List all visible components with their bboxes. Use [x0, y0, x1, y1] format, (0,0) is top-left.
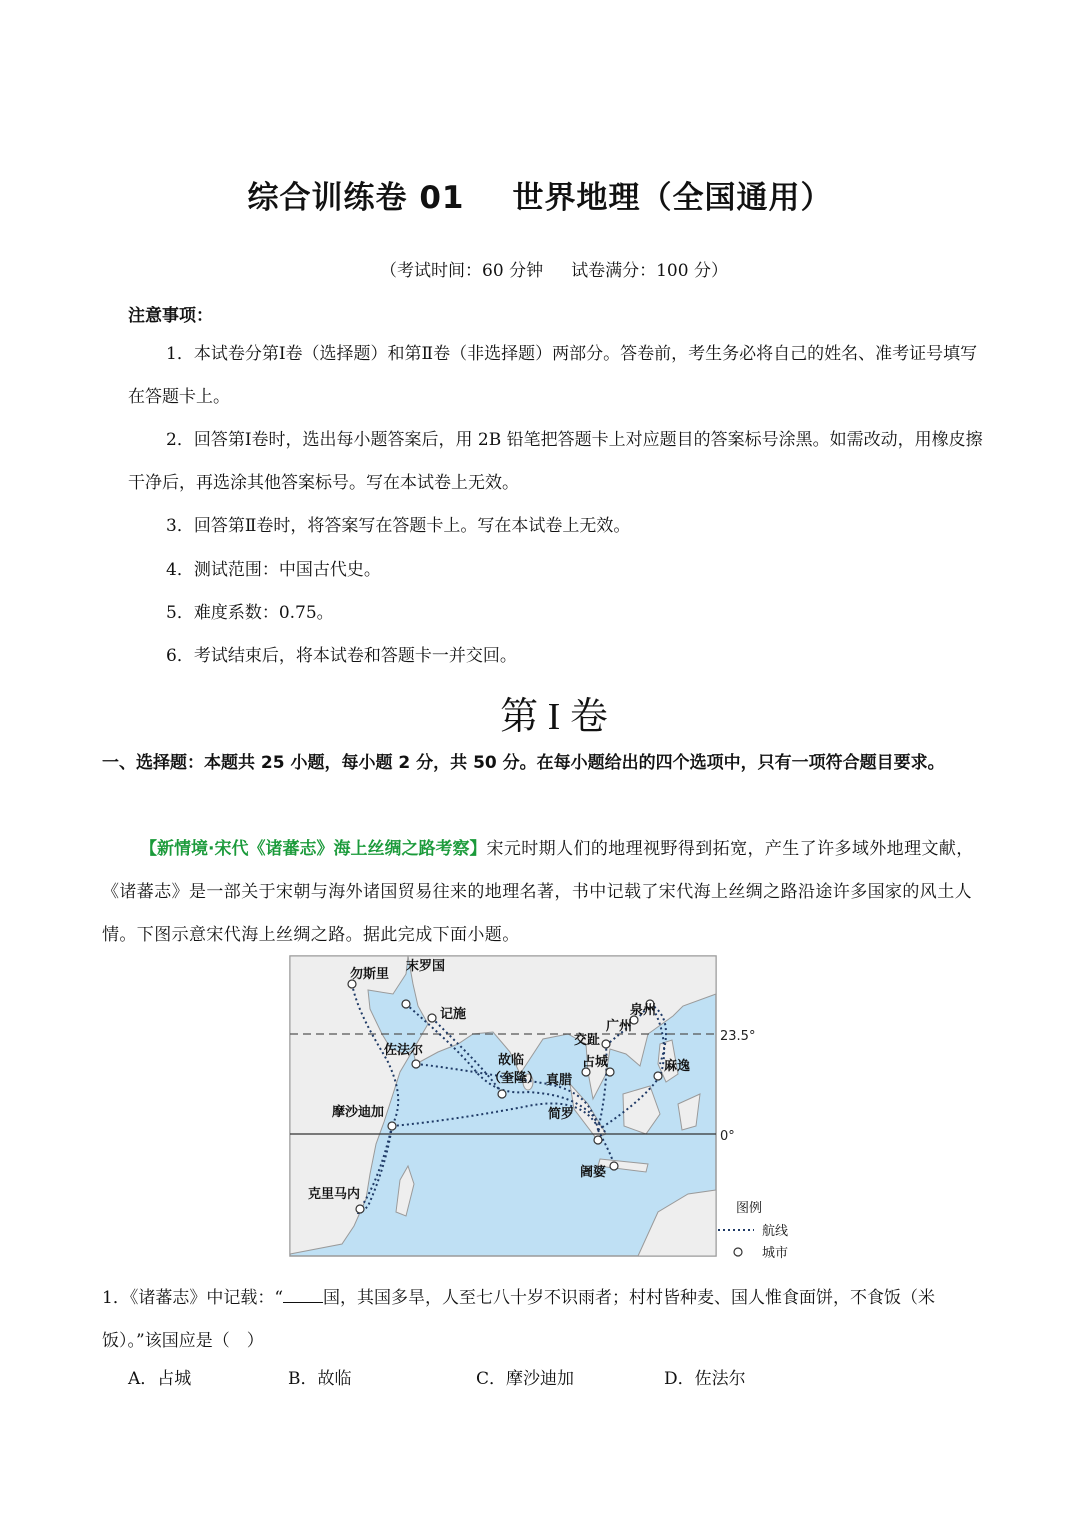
notice-heading: 注意事项：	[128, 306, 213, 326]
city-label-zofar: 佐法尔	[384, 1043, 424, 1058]
lat-label-tropic: 23.5°	[720, 1029, 756, 1044]
legend-title: 图例	[736, 1201, 763, 1216]
exam-info	[0, 256, 1080, 281]
legend-route-label: 航线	[762, 1224, 789, 1239]
title-part1: 综合训练卷 01	[247, 180, 465, 216]
city-label-kelimanei: 克里马内	[308, 1187, 361, 1202]
city-label-quilon: （奎隆）	[488, 1071, 541, 1086]
notice-item-3: 3．回答第Ⅱ卷时，将答案写在答题卡上。写在本试卷上无效。	[166, 516, 631, 536]
notice-item-2: 2．回答第Ⅰ卷时，选出每小题答案后，用 2B 铅笔把答题卡上对应题目的答案标号涂黑。如需改动，用橡皮擦干净后，再选涂其他答案标号。写在本试卷上无效。	[128, 430, 983, 493]
page-title	[0, 172, 1080, 217]
silk-road-map	[288, 954, 808, 1264]
city-label-moshadijia: 摩沙迪加	[332, 1105, 385, 1120]
city-marker-moluo	[402, 1000, 410, 1008]
city-label-jishi: 记施	[440, 1007, 467, 1022]
map-legend	[718, 1201, 788, 1261]
context-tag: 【新情境·宋代《诸蕃志》海上丝绸之路考察】	[140, 839, 487, 859]
legend-city-swatch	[734, 1248, 742, 1256]
q1-option-c[interactable]: C．摩沙迪加	[476, 1369, 575, 1389]
q1-stem-after: 国，其国多旱，人至七八十岁不识雨者；村村皆种麦、国人惟食面饼，不食饭（米饭）。”该国应是（ ）	[102, 1288, 936, 1351]
context-paragraph	[102, 828, 984, 957]
notice-item-1: 1．本试卷分第Ⅰ卷（选择题）和第Ⅱ卷（非选择题）两部分。答卷前，考生务必将自己的姓名、准考证号填写在答题卡上。	[128, 344, 978, 407]
city-marker-gulin	[498, 1090, 506, 1098]
city-marker-jianluo	[594, 1136, 602, 1144]
city-label-moluo: 末罗国	[406, 959, 446, 974]
q1-option-d[interactable]: D．佐法尔	[664, 1369, 746, 1389]
q1-option-a[interactable]: A．占城	[128, 1369, 192, 1389]
section-title: 第 I 卷	[500, 696, 608, 738]
lat-label-equator: 0°	[720, 1129, 735, 1144]
context-text: 宋元时期人们的地理视野得到拓宽，产生了许多域外地理文献，《诸蕃志》是一部关于宋朝与海外诸国贸易往来的地理名著，书中记载了宋代海上丝绸之路沿途许多国家的风土人情。下图示意宋代海上丝绸之路。据此完成下面小题。	[102, 839, 974, 945]
legend-city-label: 城市	[762, 1246, 789, 1261]
notice-item-4: 4．测试范围：中国古代史。	[166, 560, 381, 580]
city-label-mayi: 麻逸	[664, 1059, 691, 1074]
city-marker-zofar	[412, 1060, 420, 1068]
question-section-heading: 一、选择题：本题共 25 小题，每小题 2 分，共 50 分。在每小题给出的四个选项中，只有一项符合题目要求。	[102, 753, 945, 773]
exam-score: 试卷满分：100 分）	[571, 261, 728, 281]
title-part2: 世界地理（全国通用）	[512, 180, 833, 216]
question-1-stem	[102, 1277, 984, 1363]
q1-stem-before: 1．《诸蕃志》中记载：“	[102, 1288, 284, 1308]
notice-item-6: 6．考试结束后，将本试卷和答题卡一并交回。	[166, 646, 517, 666]
city-marker-jishi	[428, 1014, 436, 1022]
city-marker-jiaozhi	[602, 1040, 610, 1048]
city-label-gulin: 故临	[498, 1053, 525, 1068]
city-label-zhancheng: 占城	[582, 1055, 609, 1070]
city-marker-shepo	[610, 1162, 618, 1170]
q1-blank	[283, 1284, 323, 1303]
city-label-shepo: 阇婆	[580, 1165, 607, 1180]
notice-item-5: 5．难度系数：0.75。	[166, 603, 334, 623]
exam-time: （考试时间：60 分钟	[380, 261, 544, 281]
city-marker-moshadijia	[388, 1122, 396, 1130]
city-label-quanzhou: 泉州	[630, 1003, 657, 1018]
city-label-jianluo: 简罗	[548, 1107, 575, 1122]
q1-option-b[interactable]: B．故临	[288, 1369, 352, 1389]
city-marker-kelimanei	[356, 1205, 364, 1213]
city-label-jiaozhi: 交趾	[574, 1033, 601, 1048]
city-label-musiri: 勿斯里	[350, 967, 390, 982]
city-label-zhenla: 真腊	[546, 1073, 573, 1088]
city-marker-mayi	[654, 1072, 662, 1080]
city-label-guangzhou: 广州	[606, 1019, 633, 1034]
